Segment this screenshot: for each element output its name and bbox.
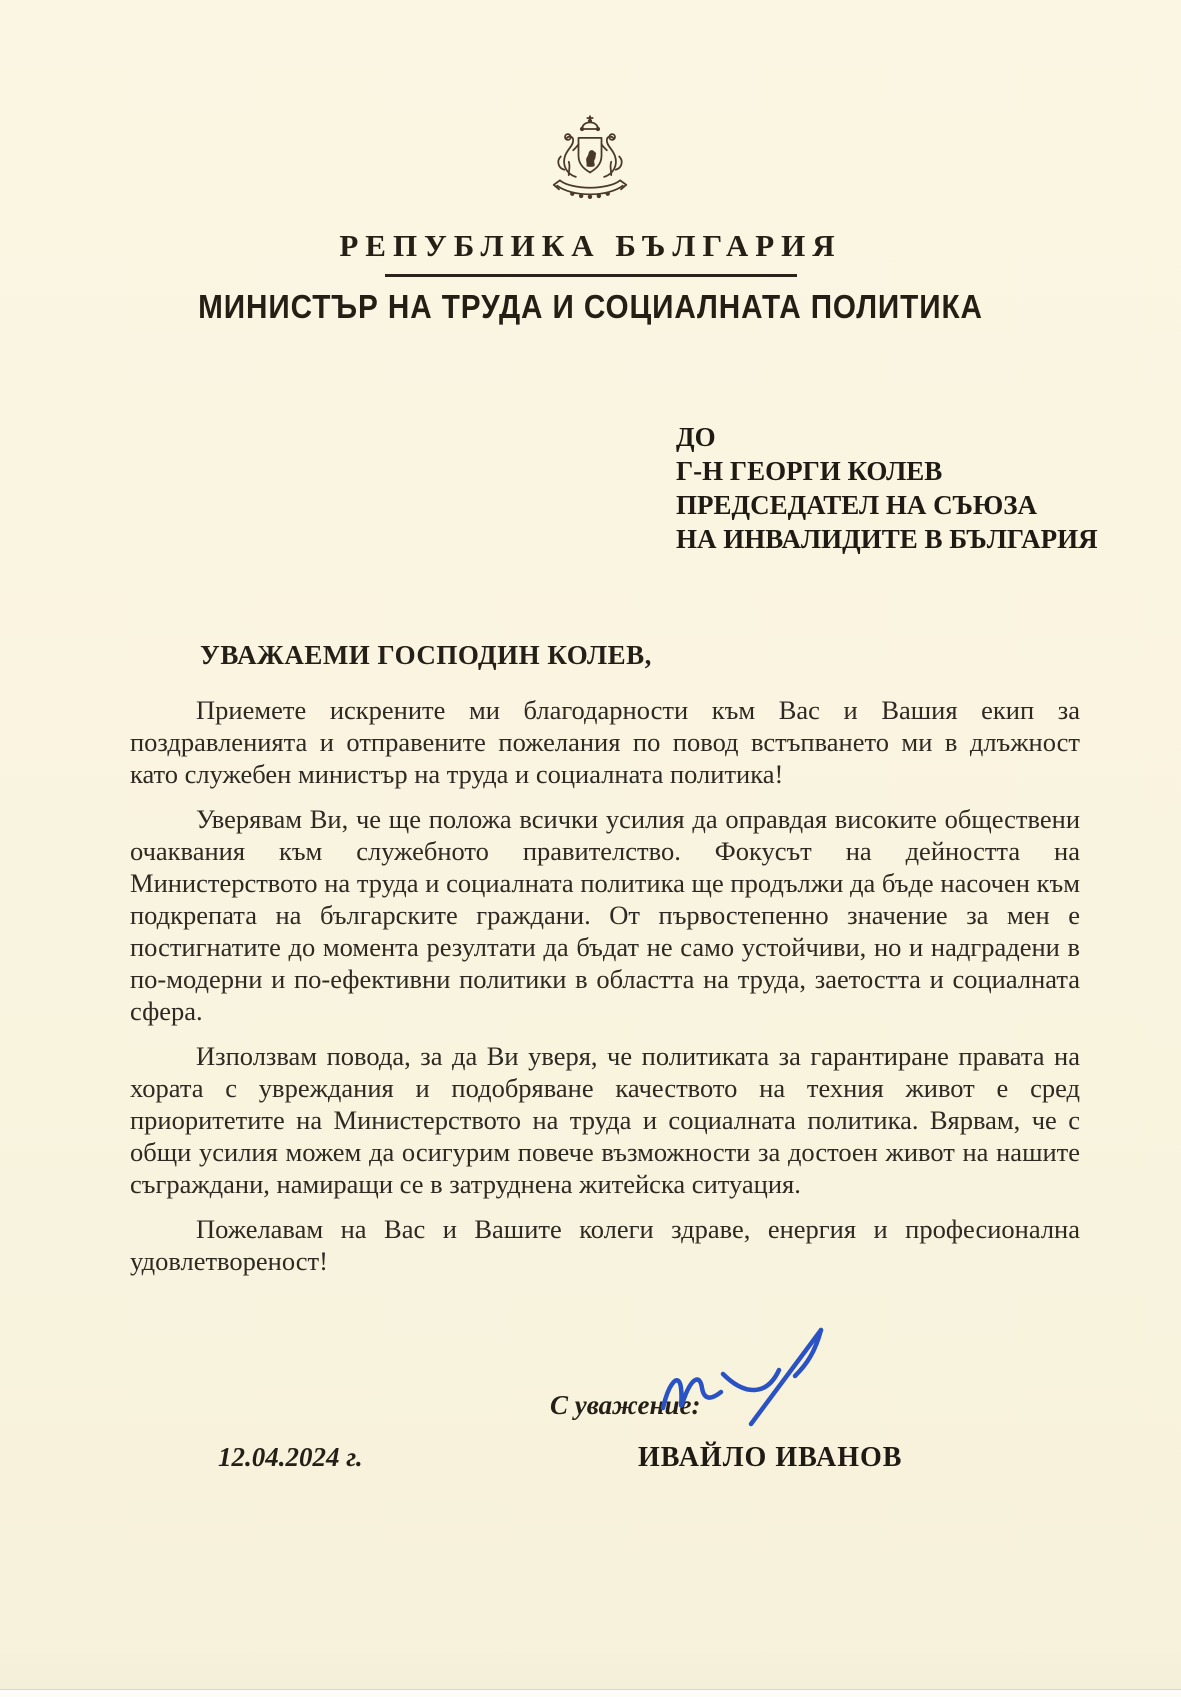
salutation: УВАЖАЕМИ ГОСПОДИН КОЛЕВ, [200,640,652,670]
scan-edge [0,1689,1181,1697]
recipient-line: НА ИНВАЛИДИТЕ В БЪЛГАРИЯ [676,524,1098,554]
valediction: С уважение: [550,1390,701,1420]
body-paragraph: Приемете искрените ми благодарности към Вас и Вашия екип за поздравленията и отправените пожелания по повод встъпването ми в длъжност като служебен министър на труда и социалната политика! [130,695,1080,789]
body-paragraph: Използвам повода, за да Ви уверя, че политиката за гарантиране правата на хората с увреждания и подобряване качеството на техния живот е сред приоритетите на Министерството на труда и социалната политика. Вярвам, че с общи усилия можем да осигурим повече възможности за достоен живот на нашите съграждани, намиращи се в затруднена житейска ситуация. [130,1041,1080,1199]
recipient-block [676,420,1098,556]
letter-body [130,694,1080,1290]
date-line: 12.04.2024 г. [218,1442,363,1472]
republic-title: РЕПУБЛИКА БЪЛГАРИЯ [339,228,842,263]
ministry-title: МИНИСТЪР НА ТРУДА И СОЦИАЛНАТА ПОЛИТИКА [198,288,983,325]
body-paragraph: Уверявам Ви, че ще положа всички усилия да оправдая високите обществени очаквания към служебното правителство. Фокусът на дейността на Министерството на труда и социалната политика ще продължи да бъде насочен към подкрепата на българските граждани. От първостепенно значение за мен е постигнатите до момента резултати да бъдат не само устойчиви, но и надградени в по-модерни и по-ефективни политики в областта на труда, заетостта и социалната сфера. [130,804,1080,1026]
signature-icon [645,1312,860,1447]
recipient-line: Г-Н ГЕОРГИ КОЛЕВ [676,456,943,486]
header-rule [385,274,797,277]
coat-of-arms-icon [528,112,652,224]
recipient-line: ДО [676,422,716,452]
signer-name: ИВАЙЛО ИВАНОВ [638,1442,903,1473]
recipient-line: ПРЕДСЕДАТЕЛ НА СЪЮЗА [676,490,1038,520]
body-paragraph: Пожелавам на Вас и Вашите колеги здраве, енергия и професионална удовлетвореност! [130,1214,1080,1276]
